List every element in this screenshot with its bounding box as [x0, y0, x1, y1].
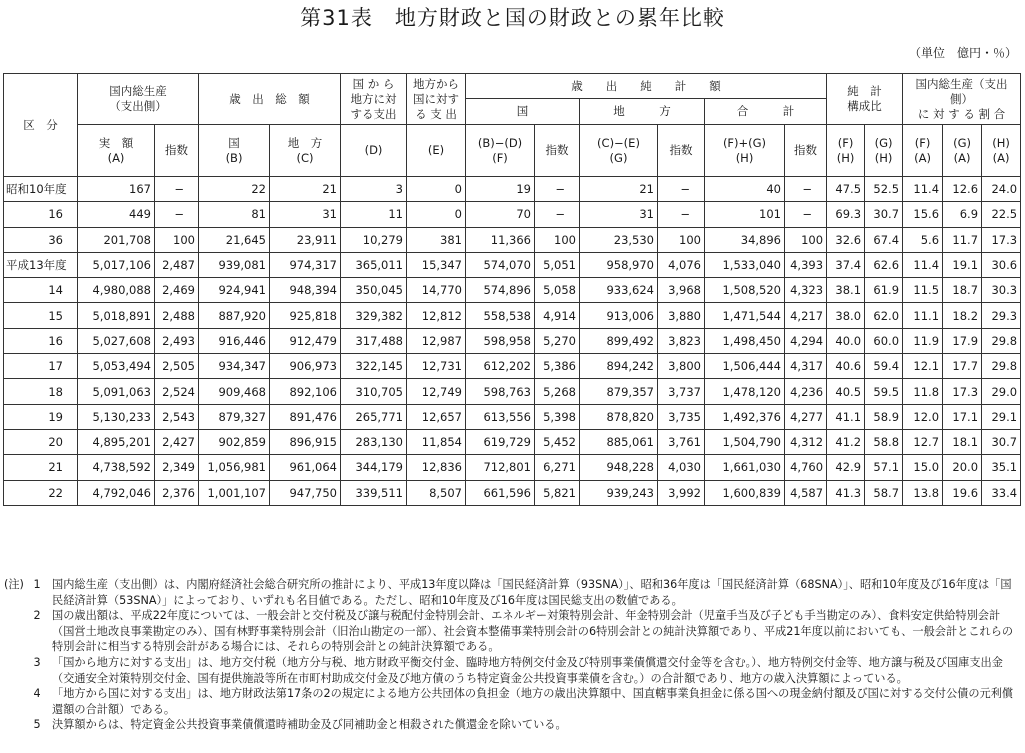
note-item — [4, 717, 1022, 733]
table-cell: 12.1 — [903, 354, 943, 379]
table-cell: 1,508,520 — [705, 278, 785, 303]
table-cell: 17.9 — [943, 328, 982, 353]
table-cell: 21 — [270, 177, 341, 202]
table-cell: 21 — [580, 177, 658, 202]
table-cell: 3,880 — [658, 303, 705, 328]
table-cell: 1,504,790 — [705, 429, 785, 454]
table-cell: 4,792,046 — [78, 480, 155, 505]
header-g-h: (G) (H) — [865, 125, 903, 177]
header-chiho-c: 地 方 (C) — [270, 125, 341, 177]
table-cell: 2,493 — [155, 328, 199, 353]
table-cell: 12.6 — [943, 177, 982, 202]
header-g: (C)−(E) (G) — [580, 125, 658, 177]
table-cell: 34,896 — [705, 227, 785, 252]
table-cell: 4,587 — [785, 480, 827, 505]
table-cell: 5,398 — [535, 404, 580, 429]
table-cell: 59.4 — [865, 354, 903, 379]
table-cell: 322,145 — [341, 354, 407, 379]
header-kuni-to-chiho: 国 か ら 地方に対 する支出 — [341, 74, 407, 125]
note-text: 「地方から国に対する支出」は、地方財政法第17条の2の規定による地方公共団体の負担金（地方の歳出決算額中、国直轄事業負担金に係る国への現金納付額及び国に対する交付公債の元利償還額の合計額）である。 — [52, 687, 1014, 716]
table-row — [4, 227, 1021, 252]
table-cell: 574,896 — [466, 278, 535, 303]
table-cell: 5.6 — [903, 227, 943, 252]
table-cell: 947,750 — [270, 480, 341, 505]
table-cell: 4,312 — [785, 429, 827, 454]
header-gdp: 国内総生産 （支出側） — [78, 74, 199, 125]
table-cell: 11.7 — [943, 227, 982, 252]
row-label: 16 — [4, 328, 78, 353]
table-cell: 5,058 — [535, 278, 580, 303]
table-cell: 15,347 — [407, 252, 466, 277]
table-cell: 878,820 — [580, 404, 658, 429]
table-cell: 21,645 — [199, 227, 270, 252]
table-cell: 906,973 — [270, 354, 341, 379]
table-cell: 42.9 — [827, 455, 865, 480]
page-title: 第31表 地方財政と国の財政との累年比較 — [300, 6, 725, 30]
header-f: (B)−(D) (F) — [466, 125, 535, 177]
note-item — [4, 577, 1022, 608]
row-label: 14 — [4, 278, 78, 303]
table-cell: 52.5 — [865, 177, 903, 202]
table-cell: 6.9 — [943, 202, 982, 227]
table-cell: 40.6 — [827, 354, 865, 379]
note-prefix — [4, 655, 22, 686]
header-net-chiho: 地 方 — [580, 99, 705, 125]
data-table — [3, 73, 1021, 506]
table-cell: 912,479 — [270, 328, 341, 353]
table-cell: − — [785, 202, 827, 227]
table-cell: 5,053,494 — [78, 354, 155, 379]
table-cell: 891,476 — [270, 404, 341, 429]
header-shisu: 指数 — [535, 125, 580, 177]
table-cell: 902,859 — [199, 429, 270, 454]
header-shisu: 指数 — [658, 125, 705, 177]
table-cell: 100 — [155, 227, 199, 252]
table-cell: 948,394 — [270, 278, 341, 303]
note-text: 「国から地方に対する支出」は、地方交付税（地方分与税、地方財政平衡交付金、臨時地方特例交付金及び特別事業債償還交付金等を含む。）、地方特例交付金等、地方譲与税及び国庫支出金（交通安全対策特別交付金、国有提供施設等所在市町村助成交付金及び地方債のうち特定資金公共投資事業債を含む。）の合計額であり、地方の歳入決算額によっている。 — [52, 655, 1003, 685]
table-cell: 32.6 — [827, 227, 865, 252]
table-cell: 29.3 — [982, 303, 1021, 328]
table-cell: 12,812 — [407, 303, 466, 328]
header-kubun: 区 分 — [4, 74, 78, 177]
table-cell: 619,729 — [466, 429, 535, 454]
table-cell: 18.1 — [943, 429, 982, 454]
table-cell: 1,478,120 — [705, 379, 785, 404]
table-cell: 6,271 — [535, 455, 580, 480]
table-cell: 30.6 — [982, 252, 1021, 277]
table-cell: 974,317 — [270, 252, 341, 277]
table-cell: 18.7 — [943, 278, 982, 303]
table-cell: 11 — [341, 202, 407, 227]
table-cell: 4,738,592 — [78, 455, 155, 480]
header-f-a: (F) (A) — [903, 125, 943, 177]
header-gdp-ratio: 国内総生産（支出側） に 対 す る 割 合 — [903, 74, 1021, 125]
table-cell: 4,914 — [535, 303, 580, 328]
table-cell: 3,800 — [658, 354, 705, 379]
table-cell: 31 — [580, 202, 658, 227]
row-label: 22 — [4, 480, 78, 505]
table-cell: 12,731 — [407, 354, 466, 379]
header-net-total: 合 計 — [705, 99, 827, 125]
table-cell: 4,323 — [785, 278, 827, 303]
table-cell: 24.0 — [982, 177, 1021, 202]
note-text: 国の歳出額は、平成22年度については、一般会計と交付税及び譲与税配付金特別会計、エネルギー対策特別会計、年金特別会計（児童手当及び子ども手当勘定のみ）、食料安定供給特別会計（国営土地改良事業勘定のみ）、国有林野事業特別会計（旧治山勘定の一部）、社会資本整備事業特別会計の6特別会計との純計決算額であり、平成21年度以前においても、一般会計とこれらの特別会計に相当する特別会計がある場合には、それらの特別会計との純計決算額である。 — [52, 609, 1014, 654]
table-cell: 38.0 — [827, 303, 865, 328]
header-shisu: 指数 — [785, 125, 827, 177]
table-row — [4, 252, 1021, 277]
table-row — [4, 354, 1021, 379]
table-cell: 11.4 — [903, 252, 943, 277]
row-label: 21 — [4, 455, 78, 480]
header-kuni-b: 国 (B) — [199, 125, 270, 177]
header-h: (F)+(G) (H) — [705, 125, 785, 177]
table-cell: 339,511 — [341, 480, 407, 505]
table-cell: − — [785, 177, 827, 202]
table-cell: 12,836 — [407, 455, 466, 480]
table-cell: 4,217 — [785, 303, 827, 328]
table-cell: 29.8 — [982, 328, 1021, 353]
table-cell: 19 — [466, 177, 535, 202]
table-cell: 2,469 — [155, 278, 199, 303]
table-cell: 4,317 — [785, 354, 827, 379]
table-row — [4, 480, 1021, 505]
table-row — [4, 429, 1021, 454]
table-cell: 909,468 — [199, 379, 270, 404]
table-cell: 100 — [785, 227, 827, 252]
table-cell: 22.5 — [982, 202, 1021, 227]
table-cell: 885,061 — [580, 429, 658, 454]
table-cell: 283,130 — [341, 429, 407, 454]
table-cell: 61.9 — [865, 278, 903, 303]
table-row — [4, 278, 1021, 303]
notes — [4, 577, 1022, 733]
table-cell: 11.5 — [903, 278, 943, 303]
table-cell: 4,076 — [658, 252, 705, 277]
table-cell: 1,471,544 — [705, 303, 785, 328]
table-cell: 29.8 — [982, 354, 1021, 379]
row-label: 15 — [4, 303, 78, 328]
table-cell: 23,911 — [270, 227, 341, 252]
table-cell: 17.7 — [943, 354, 982, 379]
table-cell: 1,506,444 — [705, 354, 785, 379]
table-cell: 4,277 — [785, 404, 827, 429]
table-cell: − — [155, 177, 199, 202]
table-cell: 2,505 — [155, 354, 199, 379]
table-cell: 41.1 — [827, 404, 865, 429]
table-row — [4, 328, 1021, 353]
table-cell: 41.3 — [827, 480, 865, 505]
table-cell: 100 — [535, 227, 580, 252]
header-g-a: (G) (A) — [943, 125, 982, 177]
table-cell: 17.3 — [982, 227, 1021, 252]
table-cell: − — [535, 177, 580, 202]
table-cell: 5,091,063 — [78, 379, 155, 404]
table-cell: 58.8 — [865, 429, 903, 454]
note-number: 5 — [33, 718, 41, 732]
table-cell: 11.1 — [903, 303, 943, 328]
table-cell: 67.4 — [865, 227, 903, 252]
table-cell: 12,657 — [407, 404, 466, 429]
row-label: 19 — [4, 404, 78, 429]
table-cell: 35.1 — [982, 455, 1021, 480]
table-cell: 5,270 — [535, 328, 580, 353]
table-cell: 598,763 — [466, 379, 535, 404]
table-cell: 5,452 — [535, 429, 580, 454]
unit-label: （単位 億円・％） — [908, 46, 1017, 60]
row-label: 20 — [4, 429, 78, 454]
table-cell: 894,242 — [580, 354, 658, 379]
table-cell: 58.7 — [865, 480, 903, 505]
table-cell: 18.2 — [943, 303, 982, 328]
table-cell: 62.6 — [865, 252, 903, 277]
table-cell: 41.2 — [827, 429, 865, 454]
table-cell: 4,980,088 — [78, 278, 155, 303]
table-cell: 10,279 — [341, 227, 407, 252]
table-cell: 1,492,376 — [705, 404, 785, 429]
table-cell: 57.1 — [865, 455, 903, 480]
table-cell: 20.0 — [943, 455, 982, 480]
table-cell: 30.7 — [865, 202, 903, 227]
note-text: 国内総生産（支出側）は、内閣府経済社会総合研究所の推計により、平成13年度以降は「国民経済計算（93SNA）」、昭和36年度は「国民経済計算（68SNA）」、昭和10年度及び16年度は「国民経済計算（53SNA）」によっており、いずれも名目値である。ただし、昭和10年度及び16年度は国民総支出の数値である。 — [52, 578, 1012, 607]
table-cell: 3,737 — [658, 379, 705, 404]
table-cell: 29.0 — [982, 379, 1021, 404]
table-cell: 11,854 — [407, 429, 466, 454]
table-cell: 896,915 — [270, 429, 341, 454]
table-cell: 38.1 — [827, 278, 865, 303]
table-cell: 40.0 — [827, 328, 865, 353]
table-cell: − — [155, 202, 199, 227]
table-cell: 5,017,106 — [78, 252, 155, 277]
note-number: 2 — [33, 609, 41, 623]
note-number: 4 — [33, 687, 41, 701]
table-cell: 598,958 — [466, 328, 535, 353]
table-cell: 381 — [407, 227, 466, 252]
table-cell: 1,056,981 — [199, 455, 270, 480]
table-cell: 30.3 — [982, 278, 1021, 303]
table-cell: 12.7 — [903, 429, 943, 454]
table-cell: 0 — [407, 177, 466, 202]
table-cell: 712,801 — [466, 455, 535, 480]
table-cell: 3,823 — [658, 328, 705, 353]
table-cell: 934,347 — [199, 354, 270, 379]
table-cell: 2,376 — [155, 480, 199, 505]
table-cell: 33.4 — [982, 480, 1021, 505]
table-cell: 5,268 — [535, 379, 580, 404]
table-cell: 613,556 — [466, 404, 535, 429]
table-cell: 17.3 — [943, 379, 982, 404]
table-cell: 879,327 — [199, 404, 270, 429]
row-label: 16 — [4, 202, 78, 227]
row-label: 18 — [4, 379, 78, 404]
table-cell: 37.4 — [827, 252, 865, 277]
table-cell: 23,530 — [580, 227, 658, 252]
table-cell: 913,006 — [580, 303, 658, 328]
table-cell: 8,507 — [407, 480, 466, 505]
table-cell: 1,498,450 — [705, 328, 785, 353]
table-cell: 958,970 — [580, 252, 658, 277]
table-cell: 5,018,891 — [78, 303, 155, 328]
table-cell: 12,749 — [407, 379, 466, 404]
table-cell: 2,524 — [155, 379, 199, 404]
header-net-expense: 歳 出 純 計 額 — [466, 74, 827, 99]
note-item — [4, 655, 1022, 686]
table-cell: 310,705 — [341, 379, 407, 404]
note-number: 1 — [33, 578, 41, 591]
table-cell: 17.1 — [943, 404, 982, 429]
table-cell: 916,446 — [199, 328, 270, 353]
table-cell: 3,992 — [658, 480, 705, 505]
table-row — [4, 455, 1021, 480]
table-cell: 2,349 — [155, 455, 199, 480]
table-cell: 29.1 — [982, 404, 1021, 429]
row-label: 平成13年度 — [4, 252, 78, 277]
table-cell: 329,382 — [341, 303, 407, 328]
table-cell: 69.3 — [827, 202, 865, 227]
table-cell: 612,202 — [466, 354, 535, 379]
note-item — [4, 608, 1022, 655]
table-cell: 1,661,030 — [705, 455, 785, 480]
table-cell: 2,427 — [155, 429, 199, 454]
note-text: 決算額からは、特定資金公共投資事業債償還時補助金及び同補助金と相殺された償還金を除いている。 — [52, 718, 567, 732]
table-cell: − — [658, 177, 705, 202]
table-cell: 101 — [705, 202, 785, 227]
table-cell: 961,064 — [270, 455, 341, 480]
table-cell: 70 — [466, 202, 535, 227]
table-cell: − — [658, 202, 705, 227]
table-cell: 317,488 — [341, 328, 407, 353]
table-cell: 47.5 — [827, 177, 865, 202]
row-label: 17 — [4, 354, 78, 379]
table-cell: 939,243 — [580, 480, 658, 505]
header-shisu: 指数 — [155, 125, 199, 177]
table-cell: 40 — [705, 177, 785, 202]
table-cell: 0 — [407, 202, 466, 227]
table-cell: 4,895,201 — [78, 429, 155, 454]
table-cell: 4,236 — [785, 379, 827, 404]
table-cell: 4,294 — [785, 328, 827, 353]
table-cell: 924,941 — [199, 278, 270, 303]
table-cell: 167 — [78, 177, 155, 202]
table-cell: 12.0 — [903, 404, 943, 429]
note-prefix — [4, 608, 22, 655]
note-prefix: (注) — [4, 578, 24, 591]
table-cell: 11.8 — [903, 379, 943, 404]
table-cell: 4,760 — [785, 455, 827, 480]
table-cell: 59.5 — [865, 379, 903, 404]
table-cell: 661,596 — [466, 480, 535, 505]
header-expense-total: 歳 出 総 額 — [199, 74, 341, 125]
table-cell: − — [535, 202, 580, 227]
table-cell: 365,011 — [341, 252, 407, 277]
table-row — [4, 177, 1021, 202]
table-cell: 4,393 — [785, 252, 827, 277]
table-cell: 1,001,107 — [199, 480, 270, 505]
table-cell: 5,051 — [535, 252, 580, 277]
table-cell: 1,533,040 — [705, 252, 785, 277]
table-cell: 15.6 — [903, 202, 943, 227]
table-cell: 201,708 — [78, 227, 155, 252]
note-item — [4, 686, 1022, 717]
table-cell: 558,538 — [466, 303, 535, 328]
table-cell: 11,366 — [466, 227, 535, 252]
header-d: (D) — [341, 125, 407, 177]
header-f-h: (F) (H) — [827, 125, 865, 177]
note-prefix — [4, 717, 22, 733]
table-cell: 81 — [199, 202, 270, 227]
table-cell: 948,228 — [580, 455, 658, 480]
table-cell: 62.0 — [865, 303, 903, 328]
table-cell: 2,543 — [155, 404, 199, 429]
table-cell: 30.7 — [982, 429, 1021, 454]
table-cell: 100 — [658, 227, 705, 252]
table-cell: 2,488 — [155, 303, 199, 328]
table-cell: 11.4 — [903, 177, 943, 202]
table-cell: 3,968 — [658, 278, 705, 303]
table-cell: 887,920 — [199, 303, 270, 328]
table-cell: 899,492 — [580, 328, 658, 353]
table-cell: 939,081 — [199, 252, 270, 277]
table-cell: 4,030 — [658, 455, 705, 480]
table-cell: 11.9 — [903, 328, 943, 353]
row-label: 昭和10年度 — [4, 177, 78, 202]
table-cell: 3,761 — [658, 429, 705, 454]
table-cell: 449 — [78, 202, 155, 227]
table-cell: 60.0 — [865, 328, 903, 353]
row-label: 36 — [4, 227, 78, 252]
table-cell: 15.0 — [903, 455, 943, 480]
header-h-a: (H) (A) — [982, 125, 1021, 177]
table-cell: 5,027,608 — [78, 328, 155, 353]
table-cell: 1,600,839 — [705, 480, 785, 505]
header-e: (E) — [407, 125, 466, 177]
table-cell: 5,130,233 — [78, 404, 155, 429]
table-cell: 14,770 — [407, 278, 466, 303]
table-cell: 892,106 — [270, 379, 341, 404]
table-cell: 22 — [199, 177, 270, 202]
header-composition: 純 計 構成比 — [827, 74, 903, 125]
table-cell: 344,179 — [341, 455, 407, 480]
header-jitsugaku: 実 額 (A) — [78, 125, 155, 177]
table-cell: 12,987 — [407, 328, 466, 353]
table-row — [4, 202, 1021, 227]
table-cell: 5,821 — [535, 480, 580, 505]
table-cell: 19.1 — [943, 252, 982, 277]
table-cell: 3,735 — [658, 404, 705, 429]
table-row — [4, 404, 1021, 429]
table-row — [4, 379, 1021, 404]
table-cell: 40.5 — [827, 379, 865, 404]
header-chiho-to-kuni: 地方から 国に対す る 支 出 — [407, 74, 466, 125]
table-cell: 265,771 — [341, 404, 407, 429]
table-cell: 5,386 — [535, 354, 580, 379]
table-cell: 350,045 — [341, 278, 407, 303]
note-prefix — [4, 686, 22, 717]
table-row — [4, 303, 1021, 328]
table-cell: 13.8 — [903, 480, 943, 505]
table-cell: 879,357 — [580, 379, 658, 404]
table-cell: 31 — [270, 202, 341, 227]
table-cell: 2,487 — [155, 252, 199, 277]
table-cell: 933,624 — [580, 278, 658, 303]
table-cell: 574,070 — [466, 252, 535, 277]
table-cell: 58.9 — [865, 404, 903, 429]
note-number: 3 — [33, 655, 41, 669]
header-net-kuni: 国 — [466, 99, 580, 125]
table-cell: 19.6 — [943, 480, 982, 505]
table-cell: 3 — [341, 177, 407, 202]
table-cell: 925,818 — [270, 303, 341, 328]
